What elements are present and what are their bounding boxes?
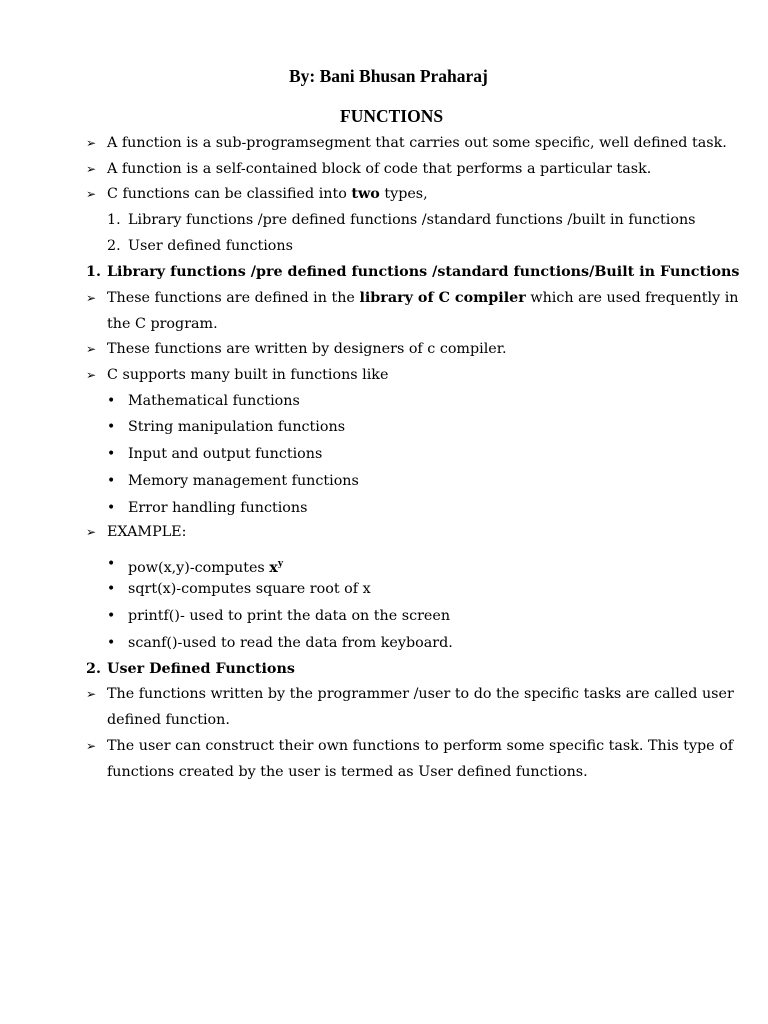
- builtin-item: Mathematical functions: [128, 393, 300, 409]
- arrow-bullet-icon: ➢: [86, 342, 97, 356]
- type-item: Library functions /pre defined functions /standard functions /built in functions: [128, 212, 696, 228]
- type-number: 2.: [107, 238, 121, 254]
- section1-para: [107, 289, 739, 307]
- classify-post: types,: [379, 186, 428, 202]
- example-pre: pow(x,y)-computes: [128, 560, 270, 576]
- para-bold: library of C compiler: [359, 290, 526, 306]
- example-base: x: [269, 560, 278, 576]
- dot-bullet-icon: •: [107, 473, 116, 489]
- section-heading: Library functions /pre defined functions /standard functions/Built in Functions: [107, 264, 740, 280]
- intro-item: A function is a sub-programsegment that carries out some specific, well defined task.: [107, 135, 727, 151]
- section-heading: User Defined Functions: [107, 661, 295, 677]
- para-pre: These functions are defined in the: [107, 290, 360, 306]
- arrow-bullet-icon: ➢: [86, 368, 97, 382]
- page-title: FUNCTIONS: [340, 106, 444, 126]
- arrow-bullet-icon: ➢: [86, 739, 97, 753]
- builtin-item: String manipulation functions: [128, 419, 346, 435]
- arrow-bullet-icon: ➢: [86, 687, 97, 701]
- section1-para: C supports many built in functions like: [107, 367, 389, 383]
- example-label: EXAMPLE:: [107, 524, 187, 540]
- example-item: sqrt(x)-computes square root of x: [128, 581, 371, 597]
- type-item: User defined functions: [128, 238, 293, 254]
- section2-para: The functions written by the programmer /user to do the specific tasks are called user: [107, 686, 734, 702]
- section2-para-cont: functions created by the user is termed as User defined functions.: [107, 764, 588, 780]
- example-sup: y: [277, 559, 284, 569]
- builtin-item: Input and output functions: [128, 446, 323, 462]
- section2-para-cont: defined function.: [107, 712, 230, 728]
- section2-para: The user can construct their own functions to perform some specific task. This type of: [107, 738, 734, 754]
- section-number: 1.: [86, 264, 101, 280]
- arrow-bullet-icon: ➢: [86, 525, 97, 539]
- dot-bullet-icon: •: [107, 556, 116, 572]
- example-item: printf()- used to print the data on the screen: [128, 608, 451, 624]
- arrow-bullet-icon: ➢: [86, 291, 97, 305]
- dot-bullet-icon: •: [107, 446, 116, 462]
- dot-bullet-icon: •: [107, 500, 116, 516]
- dot-bullet-icon: •: [107, 419, 116, 435]
- builtin-item: Memory management functions: [128, 473, 359, 489]
- example-item: scanf()-used to read the data from keyboard.: [128, 635, 453, 651]
- classify-item: [107, 185, 428, 203]
- section1-para-cont: the C program.: [107, 316, 218, 332]
- builtin-item: Error handling functions: [128, 500, 308, 516]
- para-post: which are used frequently in: [525, 290, 739, 306]
- author-line: By: Bani Bhusan Praharaj: [289, 66, 488, 86]
- intro-item: A function is a self-contained block of code that performs a particular task.: [107, 161, 652, 177]
- arrow-bullet-icon: ➢: [86, 162, 97, 176]
- classify-pre: C functions can be classified into: [107, 186, 352, 202]
- section1-para: These functions are written by designers of c compiler.: [107, 341, 507, 357]
- arrow-bullet-icon: ➢: [86, 187, 97, 201]
- section-number: 2.: [86, 661, 101, 677]
- dot-bullet-icon: •: [107, 608, 116, 624]
- example-item: [128, 555, 283, 577]
- classify-bold: two: [351, 186, 380, 202]
- dot-bullet-icon: •: [107, 635, 116, 651]
- type-number: 1.: [107, 212, 121, 228]
- arrow-bullet-icon: ➢: [86, 136, 97, 150]
- dot-bullet-icon: •: [107, 581, 116, 597]
- dot-bullet-icon: •: [107, 393, 116, 409]
